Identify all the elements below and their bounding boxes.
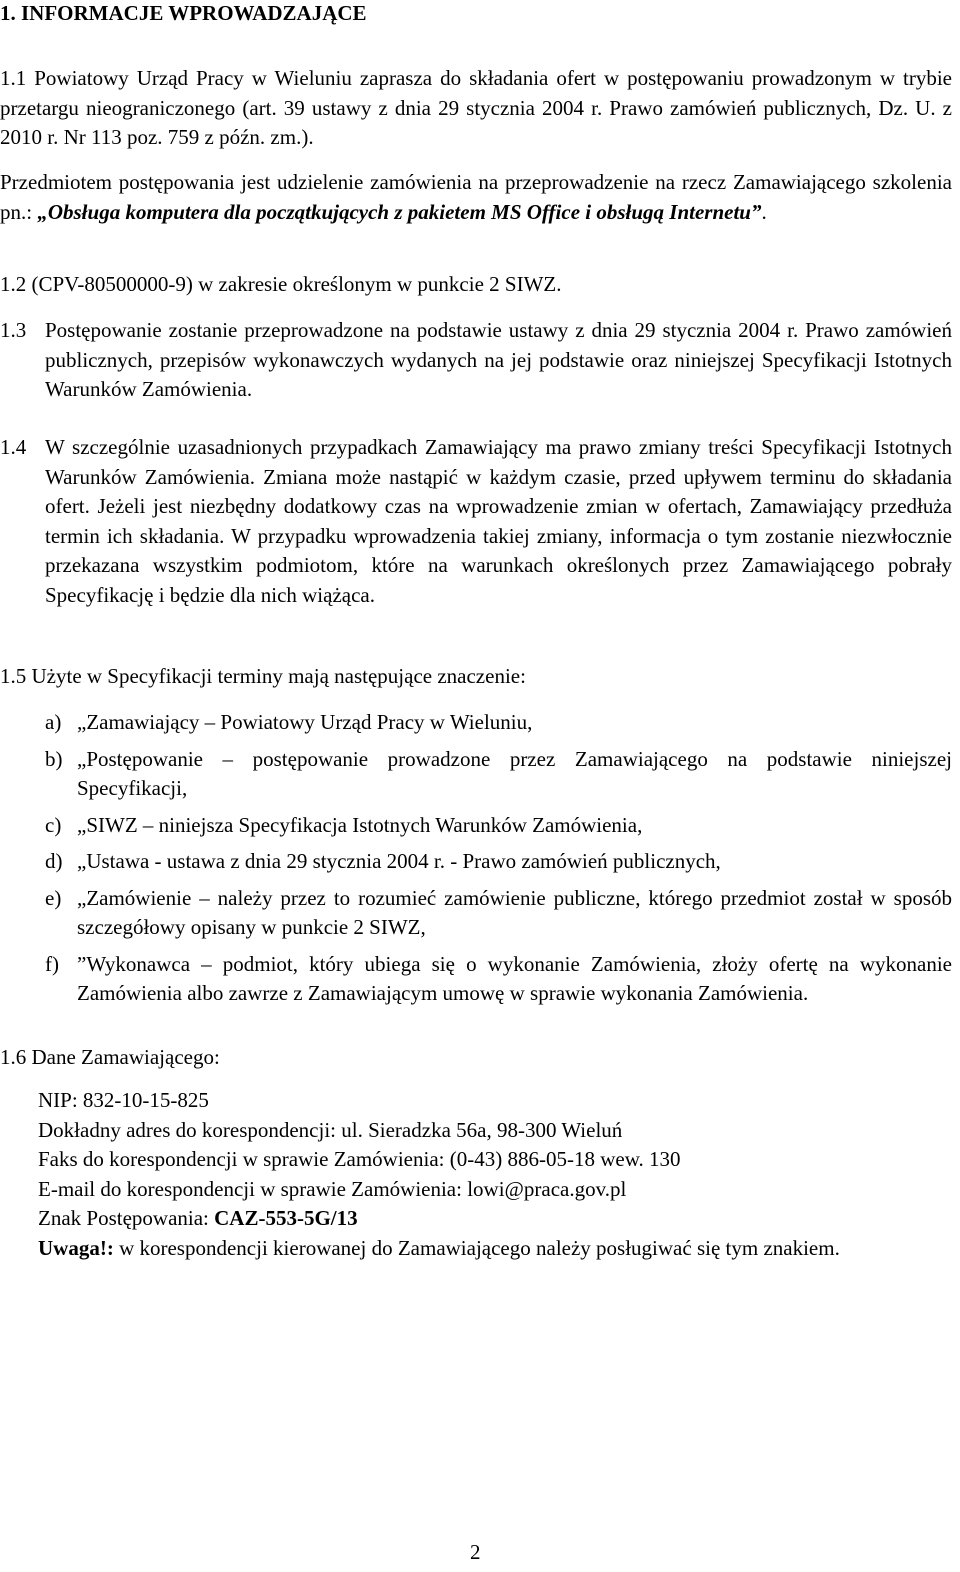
paragraph-1-3 [0,316,952,405]
paragraph-text: W szczególnie uzasadnionych przypadkach Zamawiający ma prawo zmiany treści Specyfikacji Istotnych Warunków Zamówienia. Zmiana może nastąpić w każdym czasie, przed upływem terminu do składania ofert. Jeżeli jest niezbędny dodatkowy czas na wprowadzenie zmian w ofertach, Zamawiający przedłuża termin ich składania. W przypadku wprowadzenia takiej zmiany, informacja o tym zostanie niezwłocznie przekazana wszystkim podmiotom, które na warunkach określonych przez Zamawiającego pobrały Specyfikację i będzie dla nich wiążąca. [45,435,952,607]
paragraph-1-5 [0,662,952,692]
paragraph-number: 1.5 [0,664,27,688]
list-item: f) ”Wykonawca – podmiot, który ubiega się o wykonanie Zamówienia, złoży ofertę na wykonanie Zamówienia albo zawrze z Zamawiającym umowę w sprawie wykonania Zamówienia. [45,951,952,1005]
paragraph-text: Powiatowy Urząd Pracy w Wieluniu zaprasza do składania ofert w postępowaniu prowadzonym w trybie przetargu nieograniczonego (art. 39 ustawy z dnia 29 stycznia 2004 r. Prawo zamówień publicznych, Dz. U. z 2010 r. Nr 113 poz. 759 z późn. zm.). [0,66,952,149]
email-line: E-mail do korespondencji w sprawie Zamówienia: lowi@praca.gov.pl [38,1176,627,1201]
paragraph-text: Postępowanie zostanie przeprowadzone na podstawie ustawy z dnia 29 stycznia 2004 r. Prawo zamówień publicznych, przepisów wykonawczych wydanych na jej podstawie oraz niniejszej Specyfikacji Istotnych Warunków Zamówienia. [45,318,952,401]
paragraph-number: 1.6 [0,1045,27,1069]
list-item: e) „Zamówienie – należy przez to rozumieć zamówienie publiczne, którego przedmiot został w sposób szczegółowy opisany w punkcie 2 SIWZ, [45,885,952,939]
definitions-list [45,708,952,1016]
list-item: c) „SIWZ – niniejsza Specyfikacja Istotnych Warunków Zamówienia, [45,812,643,837]
reference-number: CAZ-553-5G/13 [214,1206,358,1230]
paragraph-1-4 [0,433,952,610]
paragraph-1-2 [0,270,952,300]
paragraph-1-6 [0,1043,952,1073]
page-number: 2 [470,1540,481,1564]
nip-line: NIP: 832-10-15-825 [38,1088,209,1112]
training-title: „Obsługa komputera dla początkujących z pakietem MS Office i obsługą Internetu” [32,199,762,224]
list-item: b) „Postępowanie – postępowanie prowadzone przez Zamawiającego na podstawie niniejszej Specyfikacji, [45,746,952,800]
section-heading: 1. INFORMACJE WPROWADZAJĄCE [0,1,367,25]
paragraph-number: 1.3 [0,318,27,342]
note-line: Uwaga!: w korespondencji kierowanej do Zamawiającego należy posługiwać się tym znakiem. [38,1235,840,1260]
list-item: d) „Ustawa - ustawa z dnia 29 stycznia 2004 r. - Prawo zamówień publicznych, [45,849,721,873]
subject-end: . [761,199,767,224]
paragraph-1-1 [0,64,952,153]
paragraph-number: 1.1 [0,66,27,90]
paragraph-text: Użyte w Specyfikacji terminy mają następujące znaczenie: [31,664,526,688]
paragraph-text: (CPV-80500000-9) w zakresie określonym w punkcie 2 SIWZ. [31,272,562,296]
paragraph-number: 1.4 [0,435,27,459]
note-label: Uwaga!: [38,1235,114,1260]
list-item: a) „Zamawiający – Powiatowy Urząd Pracy w Wieluniu, [45,710,533,734]
address-line: Dokładny adres do korespondencji: ul. Sieradzka 56a, 98-300 Wieluń [38,1117,623,1142]
paragraph-number: 1.2 [0,272,27,296]
fax-line: Faks do korespondencji w sprawie Zamówienia: (0-43) 886-05-18 wew. 130 [38,1147,681,1171]
paragraph-text: Dane Zamawiającego: [31,1045,220,1069]
subject-lead: Przedmiotem postępowania jest udzielenie zamówienia na przeprowadzenie na rzecz Zamawiającego szkolenia pn.: [0,170,952,224]
paragraph-subject [0,168,952,227]
reference-line: Znak Postępowania: CAZ-553-5G/13 [38,1206,358,1230]
contracting-authority-data [38,1086,952,1263]
